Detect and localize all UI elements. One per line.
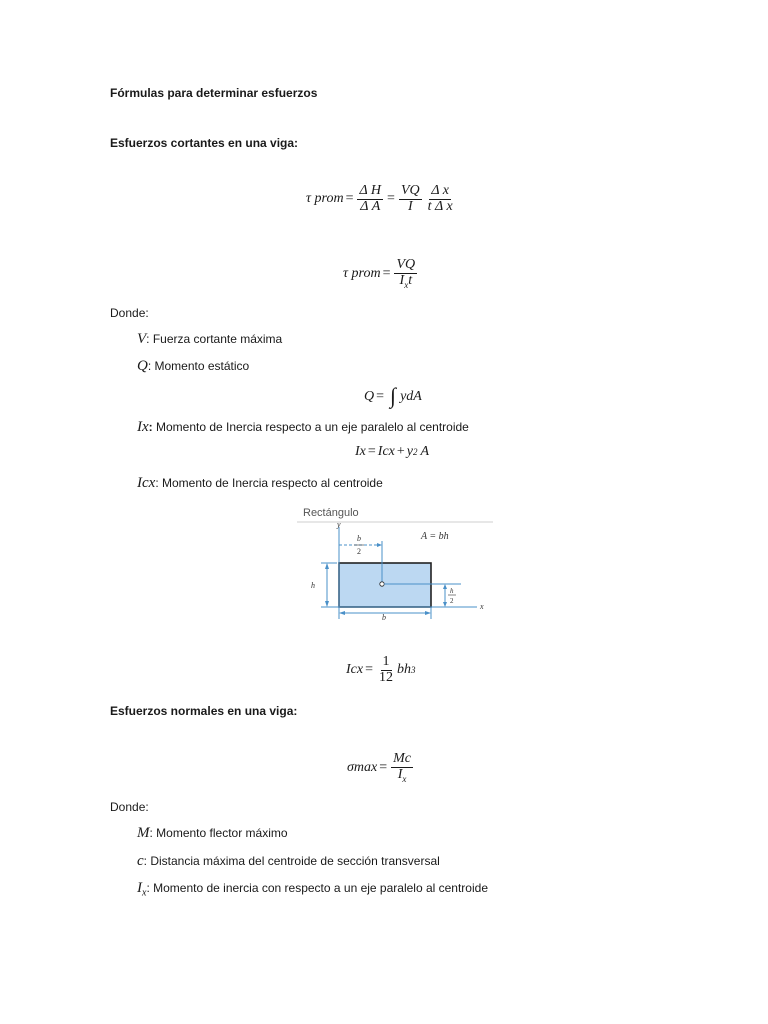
donde-label-2: Donde: — [110, 800, 149, 814]
eq1-fraction-3: $\frac{\text{Δ x}}{\text{t Δ x}}$ — [427, 183, 453, 214]
eq-icx-fraction: $\frac{1}{12}$ — [379, 654, 393, 685]
eq2-fraction: $\frac{VQ}{I_xt}$ — [396, 257, 416, 290]
definition-icx: Icx: Momento de Inercia respecto al centroide — [137, 475, 383, 491]
h-half-num: h — [450, 587, 454, 595]
b-label: b — [382, 613, 386, 622]
y-axis-label: y — [337, 520, 341, 529]
eq1-fraction-2: $\frac{VQ}{I}$ — [400, 183, 420, 214]
equation-normal-stress: σmax = $\frac{Mc}{I_x}$ — [347, 751, 412, 784]
definition-q: Q: Momento estático — [137, 358, 250, 374]
area-label: A = bh — [421, 531, 449, 542]
eq1-lhs: τ prom — [306, 191, 344, 207]
page-title: Fórmulas para determinar esfuerzos — [110, 86, 318, 100]
figure-title: Rectángulo — [303, 507, 359, 519]
definition-c: c: Distancia máxima del centroide de sección transversal — [137, 853, 440, 869]
eq1-fraction-1: $\frac{\text{Δ H}}{\text{Δ A}}$ — [359, 183, 382, 214]
equation-shear-average: τ prom = $\frac{\text{Δ H}}{\text{Δ A}}$ = $\frac{VQ}{I}$ $\frac{\text{Δ x}}{\text{t Δ x}}$ — [306, 183, 453, 214]
equation-parallel-axis: Ix = Icx + y 2 A — [355, 444, 430, 459]
donde-label-1: Donde: — [110, 306, 149, 320]
section-heading-shear: Esfuerzos cortantes en una viga: — [110, 136, 299, 150]
definition-ix-normal: $I_x$: Momento de inercia con respecto a un eje paralelo al centroide — [137, 880, 488, 899]
definition-v: V: Fuerza cortante máxima — [137, 331, 283, 347]
centroid-marker — [380, 582, 384, 586]
equation-shear-average-simplified: τ prom = $\frac{VQ}{I_xt}$ — [343, 257, 416, 290]
equation-rectangle-inertia: Icx = $\frac{1}{12}$ bh 3 — [346, 654, 416, 685]
b-half-den: 2 — [357, 547, 361, 556]
b-half-num: b — [357, 534, 361, 543]
x-axis-label: x — [480, 602, 484, 611]
definition-m: M: Momento flector máximo — [137, 825, 288, 841]
rectangle-shape — [339, 563, 431, 607]
eq-sigma-fraction: $\frac{Mc}{I_x}$ — [393, 751, 412, 784]
equation-q-integral: Q = ∫ ydA — [364, 383, 422, 408]
section-heading-normal: Esfuerzos normales en una viga: — [110, 704, 298, 718]
rectangle-diagram — [297, 503, 493, 623]
definition-ix: Ix: Momento de Inercia respecto a un eje paralelo al centroide — [137, 419, 469, 435]
h-half-den: 2 — [450, 597, 454, 605]
rectangle-figure — [297, 503, 493, 623]
h-label: h — [311, 581, 315, 590]
